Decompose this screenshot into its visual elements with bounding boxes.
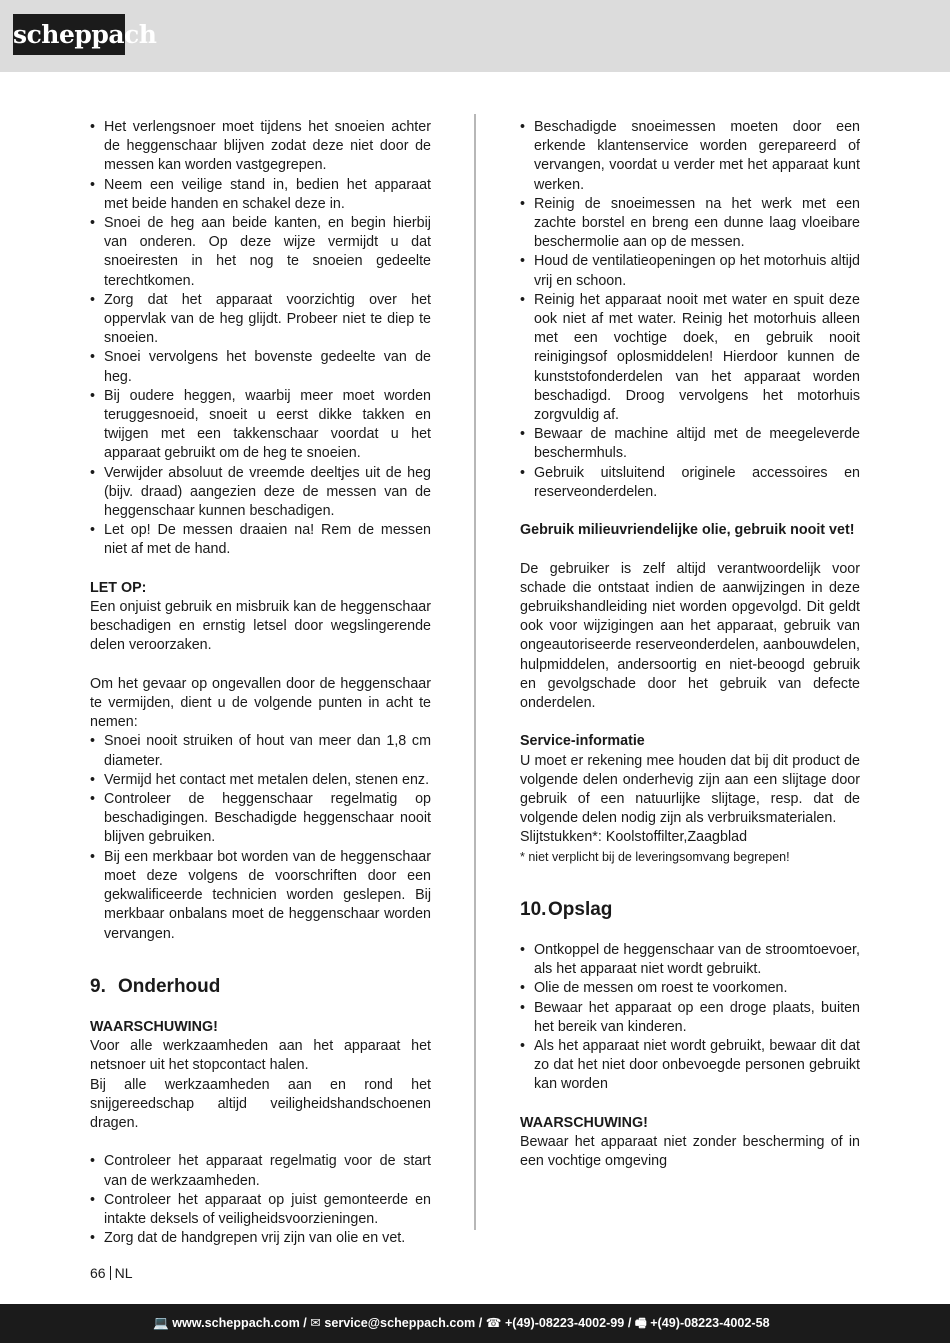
mail-icon: ✉ (310, 1316, 321, 1330)
storage-warning-text: Bewaar het apparaat niet zonder bescherming of in een vochtige omgeving (520, 1134, 860, 1170)
list-item: • Olie de messen om roest te voorkomen. (520, 979, 860, 998)
letop-heading: LET OP: (90, 579, 147, 596)
wear-parts: Slijtstukken*: Koolstoffilter,Zaagblad (520, 829, 748, 846)
computer-icon: 💻 (153, 1316, 169, 1330)
email-link[interactable]: service@scheppach.com / (324, 1316, 483, 1330)
website-link[interactable]: www.scheppach.com / (172, 1316, 307, 1330)
phone-number: +(49)-08223-4002-99 / (504, 1316, 632, 1330)
list-item: • Houd de ventilatieopeningen op het motorhuis altijd vrij en schoon. (520, 252, 860, 290)
list-item: • Zorg dat het apparaat voorzichtig over het oppervlak van de heg glijdt. Probeer niet te diep te snoeien. (90, 291, 431, 349)
contact-line (153, 1304, 770, 1343)
page-number-separator (110, 1266, 111, 1280)
list-item: • Controleer het apparaat op juist gemonteerde en intakte deksels of veiligheidsvoorzieningen. (90, 1191, 431, 1229)
section-title: Opslag (548, 898, 613, 920)
list-item: • Let op! De messen draaien na! Rem de messen niet af met de hand. (90, 521, 431, 559)
letop-text: Een onjuist gebruik en misbruik kan de heggenschaar beschadigen en ernstig letsel door wegslingerende delen veroorzaken. (90, 599, 431, 654)
page-language: NL (114, 1265, 133, 1281)
list-item: • Reinig het apparaat nooit met water en spuit deze ook niet af met water. Reinig het motorhuis alleen met een vochtige doek, en gebruik nooit reinigingsof oplosmiddelen! Hierdoor kunnen de kunststofonderdelen van het apparaat worden beschadigd. Droog vervolgens het motorhuis zorgvuldig af. (520, 291, 860, 425)
footnote: * niet verplicht bij de leveringsomvang begrepen! (520, 849, 790, 864)
eco-oil-heading: Gebruik milieuvriendelijke olie, gebruik nooit vet! (520, 522, 855, 539)
list-item: • Bij een merkbaar bot worden van de heggenschaar moet deze volgens de voorschriften door een gekwalificeerde technicien worden geslepen. Bij merkbaar onbalans moet de heggenschaar worden vervangen. (90, 848, 431, 944)
fax-number: +(49)-08223-4002-58 (650, 1316, 770, 1330)
warning-text-2: Bij alle werkzaamheden aan en rond het snijgereedschap altijd veiligheidshandschoenen dragen. (90, 1076, 431, 1132)
service-heading: Service-informatie (520, 733, 645, 750)
maintenance-bullets-cont (520, 118, 860, 502)
section-number: 9. (90, 975, 106, 997)
list-item: • Neem een veilige stand in, bedien het apparaat met beide handen en schakel deze in. (90, 176, 431, 214)
list-item: • Controleer het apparaat regelmatig voor de start van de werkzaamheden. (90, 1152, 431, 1190)
list-item: • Snoei nooit struiken of hout van meer dan 1,8 cm diameter. (90, 732, 431, 770)
section-9-heading (90, 975, 431, 999)
list-item: • Het verlengsnoer moet tijdens het snoeien achter de heggenschaar blijven zodat deze niet door de messen kan worden vastgegrepen. (90, 118, 431, 176)
fax-icon: 🖷 (634, 1316, 647, 1330)
list-item: • Reinig de snoeimessen na het werk met een zachte borstel en breng een dunne laag vloeibare beschermolie aan op de messen. (520, 195, 860, 253)
liability-text: De gebruiker is zelf altijd verantwoordelijk voor schade die ontstaat indien de aanwijzingen in deze gebruikshandleiding niet worden opgevolgd. Dit geldt ook voor wijzigingen aan het apparaat, gebruik van ongeautoriseerde reserveonderdelen, aanbouwdelen, hulpmiddelen, andersoortig en niet-beoogd gebruik en gevolgschade door het gebruik van defecte onderdelen. (520, 560, 860, 712)
hazard-intro: Om het gevaar op ongevallen door de heggenschaar te vermijden, dient u de volgende punten in acht te nemen: (90, 675, 431, 731)
mowing-bullets (90, 118, 431, 560)
phone-icon: ☎ (485, 1316, 502, 1330)
list-item: • Als het apparaat niet wordt gebruikt, bewaar dit dat zo dat het niet door onbevoegde personen gebruikt kan worden (520, 1037, 860, 1095)
list-item: • Snoei vervolgens het bovenste gedeelte van de heg. (90, 348, 431, 386)
section-number: 10. (520, 898, 547, 920)
storage-warning-heading: WAARSCHUWING! (520, 1114, 648, 1131)
page-number-value: 66 (90, 1265, 106, 1281)
scheppach-logo: scheppach (13, 14, 125, 55)
page-number (90, 1265, 132, 1281)
list-item: • Verwijder absoluut de vreemde deeltjes uit de heg (bijv. draad) aangezien deze de messen van de heggenschaar kunnen beschadigen. (90, 464, 431, 522)
list-item: • Zorg dat de handgrepen vrij zijn van olie en vet. (90, 1229, 431, 1248)
warning-heading: WAARSCHUWING! (90, 1019, 218, 1036)
hazard-bullets (90, 732, 431, 943)
storage-bullets (520, 941, 860, 1095)
page-footer (0, 1304, 950, 1343)
column-divider (474, 114, 476, 1230)
section-title: Onderhoud (118, 975, 221, 997)
list-item: • Gebruik uitsluitend originele accessoires en reserveonderdelen. (520, 464, 860, 502)
section-10-heading (520, 898, 860, 922)
list-item: • Controleer de heggenschaar regelmatig op beschadigingen. Beschadigde heggenschaar nooit blijven gebruiken. (90, 790, 431, 848)
list-item: • Beschadigde snoeimessen moeten door een erkende klantenservice worden gerepareerd of vervangen, voordat u verder met het apparaat kunt werken. (520, 118, 860, 195)
list-item: • Vermijd het contact met metalen delen, stenen enz. (90, 771, 431, 790)
list-item: • Ontkoppel de heggenschaar van de stroomtoevoer, als het apparaat niet wordt gebruikt. (520, 941, 860, 979)
list-item: • Bij oudere heggen, waarbij meer moet worden teruggesnoeid, snoeit u eerst dikke takken en twijgen met een takkenschaar voordat u het apparaat gebruikt om de heg te snoeien. (90, 387, 431, 464)
list-item: • Snoei de heg aan beide kanten, en begin hierbij van onderen. Op deze wijze vermijdt u dat snoeiresten in het nog te snoeien gedeelte terechtkomen. (90, 214, 431, 291)
maintenance-bullets (90, 1152, 431, 1248)
right-column (520, 118, 860, 1171)
list-item: • Bewaar het apparaat op een droge plaats, buiten het bereik van kinderen. (520, 999, 860, 1037)
service-text: U moet er rekening mee houden dat bij dit product de volgende delen onderhevig zijn aan een slijtage door gebruik of een natuurlijke slijtage, resp. dat de volgende delen nodig zijn als verbruiksmaterialen. (520, 752, 860, 827)
page-header (0, 0, 950, 72)
list-item: • Bewaar de machine altijd met de meegeleverde beschermhuls. (520, 425, 860, 463)
warning-text-1: Voor alle werkzaamheden aan het apparaat het netsnoer uit het stopcontact halen. (90, 1038, 431, 1074)
left-column (90, 118, 431, 1249)
